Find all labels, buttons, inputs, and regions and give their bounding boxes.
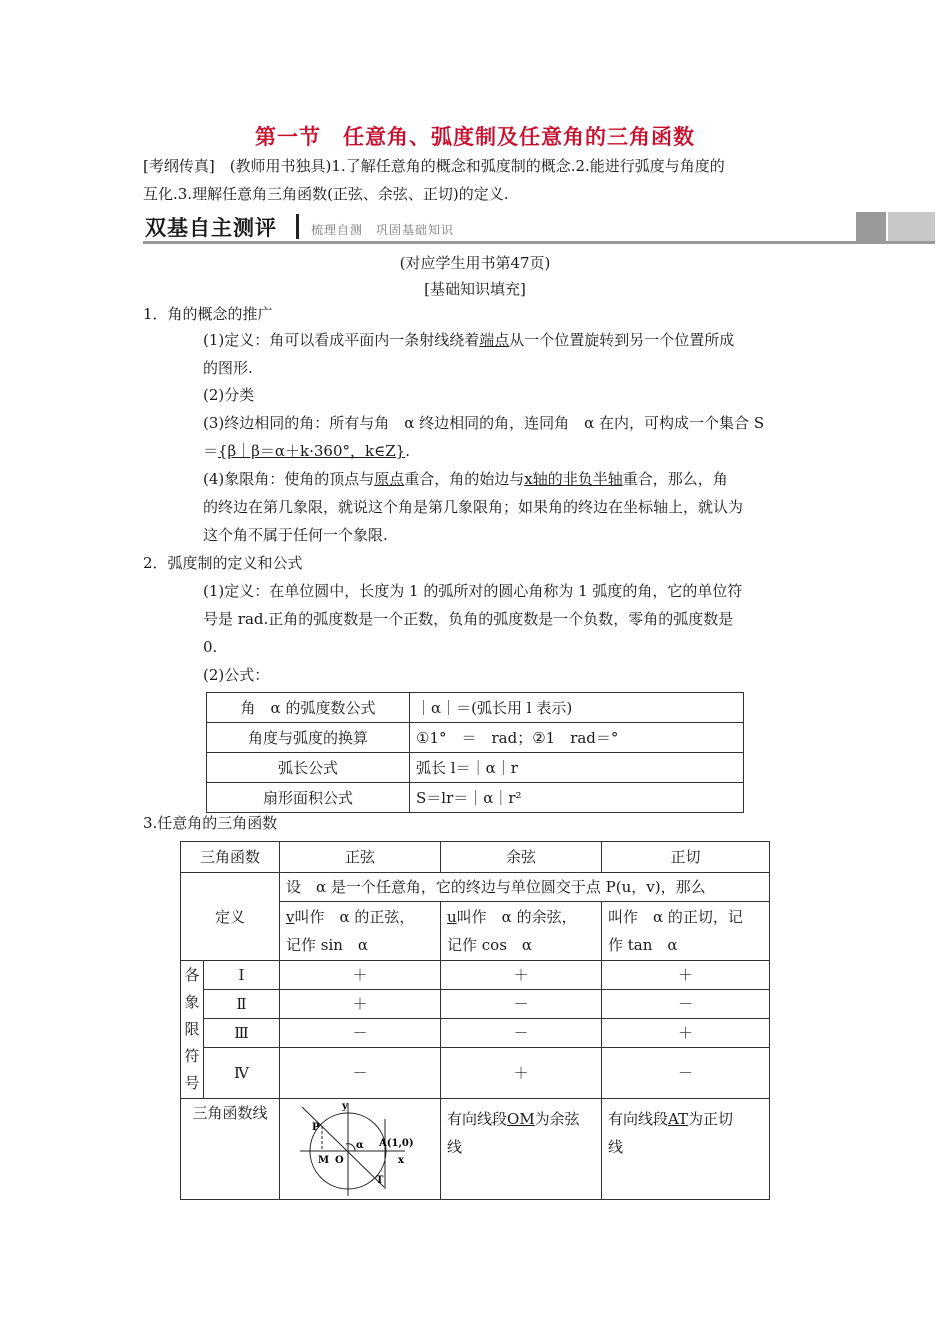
label-t: T	[376, 1175, 384, 1186]
table-cell: 扇形面积公式	[207, 783, 410, 813]
cos-def: u叫作 α 的余弦， 记作 cos α	[441, 902, 602, 961]
table-row	[181, 1048, 770, 1099]
trig-line-diagram-cell	[280, 1099, 441, 1200]
syllabus-line1: [考纲传真] (教师用书独具)1.了解任意角的概念和弧度制的概念.2.能进行弧度与角度的	[143, 157, 725, 175]
label-alpha: α	[356, 1140, 364, 1151]
sin-def: v叫作 α 的正弦， 记作 sin α	[280, 902, 441, 961]
table-row	[207, 723, 744, 753]
sec1-quadrant-line2: 的终边在第几象限，就说这个角是第几象限角；如果角的终边在坐标轴上，就认为	[203, 498, 744, 516]
table-row	[207, 753, 744, 783]
table-cell: 角 α 的弧度数公式	[207, 693, 410, 723]
trig-function-table	[180, 841, 770, 1200]
sec2-def-line1: (1)定义：在单位圆中，长度为 1 的弧所对的圆心角称为 1 弧度的角，它的单位符	[203, 582, 743, 600]
terminal-side-line	[302, 1107, 384, 1187]
sec1-def: (1)定义：角可以看成平面内一条射线绕着端点从一个位置旋转到另一个位置所成	[203, 331, 735, 349]
angle-arc	[346, 1144, 355, 1151]
sign-cell: －	[441, 1019, 602, 1048]
table-row	[181, 961, 770, 990]
table-row	[181, 842, 770, 873]
sign-cell: －	[280, 1048, 441, 1099]
sec1-def-line2: 的图形.	[203, 359, 253, 377]
tan-def: 叫作 α 的正切，记 作 tan α	[602, 902, 770, 961]
table-cell: 角度与弧度的换算	[207, 723, 410, 753]
blank-answer: 原点	[374, 470, 405, 488]
banner-separator	[296, 214, 299, 239]
label-p: P	[312, 1122, 320, 1133]
sign-label: 各 象 限 符 号	[181, 961, 204, 1099]
table-cell: S＝lr＝｜α｜r²	[410, 783, 744, 813]
unit-circle-diagram	[280, 1099, 428, 1199]
quadrant-label: Ⅳ	[204, 1048, 280, 1099]
sign-cell: ＋	[280, 990, 441, 1019]
sign-cell: ＋	[602, 1019, 770, 1048]
label-m: M	[318, 1155, 330, 1166]
table-row	[181, 1099, 770, 1200]
quadrant-label: Ⅰ	[204, 961, 280, 990]
sign-cell: ＋	[441, 1048, 602, 1099]
sec3-heading: 3.任意角的三角函数	[143, 814, 278, 832]
sec2-def-line2: 号是 rad.正角的弧度数是一个正数，负角的弧度数是一个负数，零角的弧度数是	[203, 610, 734, 628]
sign-cell: ＋	[441, 961, 602, 990]
sec1-coterminal-set: ＝{β｜β＝α＋k·360°，k∈Z}.	[203, 442, 410, 460]
sec1-quadrant: (4)象限角：使角的顶点与原点重合，角的始边与x轴的非负半轴重合，那么，角	[203, 470, 728, 488]
def-intro: 设 α 是一个任意角，它的终边与单位圆交于点 P(u，v)，那么	[280, 873, 770, 902]
sec2-heading: 2．弧度制的定义和公式	[143, 554, 303, 572]
table-header: 正弦	[280, 842, 441, 873]
table-row	[207, 693, 744, 723]
quadrant-label: Ⅲ	[204, 1019, 280, 1048]
sign-cell: －	[280, 1019, 441, 1048]
table-row	[181, 873, 770, 902]
sec1-quadrant-line3: 这个角不属于任何一个象限.	[203, 526, 388, 544]
page-reference: (对应学生用书第47页)	[399, 254, 551, 272]
table-row	[181, 990, 770, 1019]
tan-line-cell: 有向线段AT为正切 线	[602, 1099, 770, 1200]
line-label: 三角函数线	[181, 1099, 280, 1200]
sec1-heading: 1．角的概念的推广	[143, 305, 273, 323]
sec1-coterminal: (3)终边相同的角：所有与角 α 终边相同的角，连同角 α 在内，可构成一个集合 S	[203, 414, 765, 432]
table-header: 余弦	[441, 842, 602, 873]
table-row	[207, 783, 744, 813]
table-cell: ｜α｜＝(弧长用 l 表示)	[410, 693, 744, 723]
banner-subtitle: 梳理自测 巩固基础知识	[311, 223, 455, 237]
sign-cell: －	[441, 990, 602, 1019]
subsection-heading: [基础知识填充]	[424, 280, 526, 298]
syllabus-line2: 互化.3.理解任意角三角函数(正弦、余弦、正切)的定义.	[143, 185, 509, 203]
def-label: 定义	[181, 873, 280, 961]
table-cell: 弧长公式	[207, 753, 410, 783]
banner-title: 双基自主测评	[145, 216, 277, 240]
sign-cell: －	[602, 990, 770, 1019]
radian-formula-table	[206, 692, 744, 813]
label-o: O	[335, 1155, 344, 1166]
sign-cell: ＋	[602, 961, 770, 990]
blank-answer: {β｜β＝α＋k·360°，k∈Z}	[218, 442, 406, 460]
label-a: A(1,0)	[379, 1138, 414, 1149]
sec2-formula-label: (2)公式：	[203, 666, 270, 684]
page-title: 第一节 任意角、弧度制及任意角的三角函数	[255, 125, 695, 149]
table-cell: 弧长 l＝｜α｜r	[410, 753, 744, 783]
sec2-def-line3: 0.	[203, 638, 218, 656]
label-y: y	[342, 1101, 348, 1112]
banner-block-light	[888, 212, 935, 241]
sec1-classification: (2)分类	[203, 386, 255, 404]
banner-block-dark	[856, 212, 886, 241]
banner-rule	[143, 241, 935, 244]
sign-cell: －	[602, 1048, 770, 1099]
table-header: 正切	[602, 842, 770, 873]
sign-cell: ＋	[280, 961, 441, 990]
blank-answer: 端点	[479, 331, 510, 349]
blank-answer: x轴的非负半轴	[524, 470, 623, 488]
table-row	[181, 1019, 770, 1048]
table-header: 三角函数	[181, 842, 280, 873]
cos-line-cell: 有向线段OM为余弦 线	[441, 1099, 602, 1200]
table-cell: ①1° ＝ rad；②1 rad＝°	[410, 723, 744, 753]
quadrant-label: Ⅱ	[204, 990, 280, 1019]
label-x: x	[398, 1155, 404, 1166]
